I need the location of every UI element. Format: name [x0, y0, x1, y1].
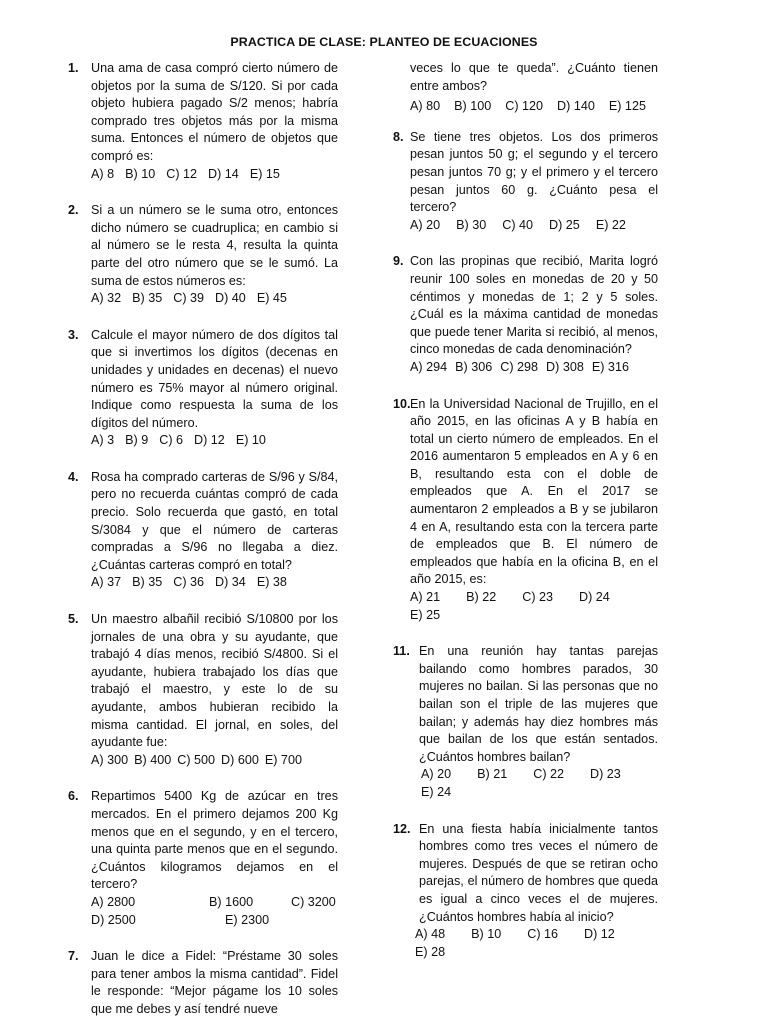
option-a: A) 20	[421, 767, 452, 782]
option-a: A) 48	[415, 927, 446, 942]
option-e: E) 10	[235, 433, 266, 448]
problem-1	[68, 60, 338, 183]
answer-options	[410, 589, 658, 624]
option-b: B) 10	[125, 166, 156, 181]
problem-number: 12.	[393, 821, 411, 836]
answer-options	[91, 166, 338, 184]
option-a: A) 3	[91, 433, 115, 448]
option-c: C) 500	[177, 752, 216, 767]
problem-number: 10.	[393, 396, 411, 411]
problem-text: Se tiene tres objetos. Los dos primeros pesan juntos 50 g; el segundo y el tercero pesan juntos 70 g; y el primero y el tercero pesan juntos 60 g. ¿Cuánto pesa el tercero?	[410, 129, 658, 215]
left-column	[68, 60, 338, 1019]
option-e: E) 38	[256, 575, 287, 590]
option-b: B) 400	[134, 752, 172, 767]
option-c: C) 120	[505, 99, 544, 114]
problem-number: 8.	[393, 129, 404, 144]
problem-number: 3.	[68, 327, 79, 342]
answer-options	[91, 894, 338, 929]
option-b: B) 21	[477, 767, 508, 782]
problem-text: Una ama de casa compró cierto número de objetos por la suma de S/120. Si por cada objeto hubiera pagado S/2 menos; habría comprado tres objetos más por la misma suma. Entonces el número de objetos que compró es:	[91, 61, 338, 163]
option-b: B) 1600	[209, 894, 254, 909]
option-e: E) 24	[421, 784, 452, 799]
option-e: E) 28	[415, 944, 446, 959]
option-d: D) 140	[557, 99, 595, 114]
option-e: E) 45	[256, 291, 287, 306]
problem-number: 7.	[68, 949, 79, 964]
option-c: C) 39	[173, 291, 205, 306]
option-a: A) 300	[91, 752, 129, 767]
option-c: C) 6	[159, 433, 184, 448]
problem-number: 4.	[68, 469, 79, 484]
option-b: B) 30	[456, 217, 487, 232]
answer-options	[91, 574, 338, 592]
page-title: PRACTICA DE CLASE: PLANTEO DE ECUACIONES	[230, 35, 538, 49]
answer-options	[421, 766, 658, 801]
problem-8	[393, 129, 658, 235]
problem-text: Rosa ha comprado carteras de S/96 y S/84, pero no recuerda cuántas compró de cada precio. Solo recuerda que gastó, en total S/3084 y que el número de carteras compradas a S/96 no llegaba a diez. ¿Cuántas carteras compró en total?	[91, 469, 338, 572]
option-d: D) 12	[194, 433, 225, 448]
option-d: D) 23	[590, 767, 621, 782]
option-d: D) 24	[579, 590, 610, 605]
problem-text-continued: veces lo que te queda”. ¿Cuánto tienen entre ambos?	[410, 61, 658, 93]
answer-options	[410, 359, 658, 377]
option-d: D) 12	[584, 927, 615, 942]
problem-text: Juan le dice a Fidel: “Préstame 30 soles para tener ambos la misma cantidad”. Fidel le responde: “Mejor págame los 10 soles que me debes y así tendré nueve	[91, 949, 338, 1016]
answer-options	[91, 752, 338, 770]
problem-number: 6.	[68, 789, 79, 804]
option-d: D) 14	[208, 166, 239, 181]
problem-text: Un maestro albañil recibió S/10800 por los jornales de una obra y su ayudante, que trabajó 4 días menos, recibió S/4800. Si el ayudante, hubiera trabajado los días que trabajó el maestro, y este lo de su ayudante, ambos hubieran recibido la misma cantidad. El jornal, en soles, del ayudante fue:	[91, 612, 338, 750]
problem-6	[68, 788, 338, 929]
answer-options	[415, 926, 658, 961]
option-c: C) 40	[502, 217, 534, 232]
problem-2	[68, 202, 338, 308]
option-b: B) 100	[454, 99, 492, 114]
problem-7	[68, 948, 338, 1018]
problem-3	[68, 327, 338, 450]
option-a: A) 21	[410, 590, 441, 605]
problem-9	[393, 253, 658, 376]
option-e: E) 15	[249, 166, 280, 181]
answer-options	[410, 98, 658, 116]
option-e: E) 316	[591, 359, 629, 374]
problem-11	[393, 643, 658, 801]
option-d: D) 308	[546, 359, 584, 374]
option-c: C) 22	[533, 767, 565, 782]
option-a: A) 20	[410, 217, 441, 232]
option-b: B) 306	[455, 359, 493, 374]
option-a: A) 8	[91, 166, 115, 181]
answer-options	[91, 432, 338, 450]
problem-7-continued	[393, 60, 658, 116]
option-b: B) 35	[132, 575, 163, 590]
problem-text: Con las propinas que recibió, Marita logró reunir 100 soles en monedas de 20 y 50 céntimos y monedas de 1; 2 y 5 soles. ¿Cuál es la máxima cantidad de monedas que puede tener Marita si recibió, al menos, cinco monedas de cada denominación?	[410, 254, 658, 357]
option-e: E) 25	[410, 607, 441, 622]
option-b: B) 35	[132, 291, 163, 306]
option-d: D) 40	[215, 291, 246, 306]
problem-text: Si a un número se le suma otro, entonces dicho número se cuadruplica; en cambio si al número se le resta 4, resulta la quinta parte del otro número que se le sumó. La suma de estos números es:	[91, 203, 338, 288]
problem-text: Repartimos 5400 Kg de azúcar en tres mercados. En el primero dejamos 200 Kg menos que en el segundo, y en el tercero, una quinta parte menos que en el segundo. ¿Cuántos kilogramos dejamos en el tercero?	[91, 789, 338, 892]
option-c: C) 12	[166, 166, 198, 181]
problem-10	[393, 396, 658, 625]
problem-5	[68, 611, 338, 769]
answer-options	[91, 290, 338, 308]
option-b: B) 9	[125, 433, 149, 448]
problem-number: 5.	[68, 612, 79, 627]
problem-number: 2.	[68, 203, 79, 218]
answer-options	[410, 217, 658, 235]
option-e: E) 700	[264, 752, 302, 767]
option-d: D) 2500	[91, 912, 136, 927]
problem-12	[393, 821, 658, 962]
option-c: C) 36	[173, 575, 205, 590]
problem-text: En la Universidad Nacional de Trujillo, en el año 2015, en las oficinas A y B había en total un cierto número de empleados. En el 2016 aumentaron 5 empleados en A y 6 en B, resultando esta con el doble de empleados que A. En el 2017 se aumentaron 2 empleados a B y se jubilaron 4 en A, resultando esta con la tercera parte de empleados que B. El número de empleados que había en la oficina B, en el año 2015, es:	[410, 396, 658, 587]
option-c: C) 16	[527, 927, 559, 942]
option-a: A) 80	[410, 99, 441, 114]
right-column	[393, 60, 658, 961]
problem-number: 1.	[68, 61, 79, 75]
problem-text: En una fiesta había inicialmente tantos hombres como tres veces el número de mujeres. Después de que se retiran ocho parejas, el número de hombres que queda es igual a cinco veces el de mujeres. ¿Cuántos hombres había al inicio?	[419, 821, 658, 924]
problem-4	[68, 469, 338, 592]
option-c: C) 298	[500, 359, 539, 374]
problem-number: 11.	[393, 644, 410, 659]
option-e: E) 22	[595, 217, 626, 232]
option-b: B) 10	[471, 927, 502, 942]
option-d: D) 600	[221, 752, 259, 767]
option-b: B) 22	[466, 590, 497, 605]
option-e: E) 2300	[225, 912, 270, 927]
option-a: A) 294	[410, 359, 448, 374]
option-a: A) 32	[91, 291, 122, 306]
option-e: E) 125	[608, 99, 646, 114]
problem-number: 9.	[393, 254, 404, 269]
option-c: C) 3200	[291, 894, 336, 909]
problem-text: En una reunión hay tantas parejas bailando como hombres parados, 30 mujeres no bailan. Si las personas que no bailan son el triple de las mujeres que bailan; y además hay diez hombres más que bailan de los que están sentados. ¿Cuántos hombres bailan?	[419, 644, 658, 764]
option-a: A) 2800	[91, 894, 136, 909]
option-c: C) 23	[522, 590, 554, 605]
option-d: D) 34	[215, 575, 246, 590]
problem-text: Calcule el mayor número de dos dígitos tal que si invertimos los dígitos (decenas en unidades y unidades en decenas) el nuevo número es 75% mayor al número original. Indique como respuesta la suma de los dígitos del número.	[91, 327, 338, 430]
option-a: A) 37	[91, 575, 122, 590]
option-d: D) 25	[549, 217, 580, 232]
